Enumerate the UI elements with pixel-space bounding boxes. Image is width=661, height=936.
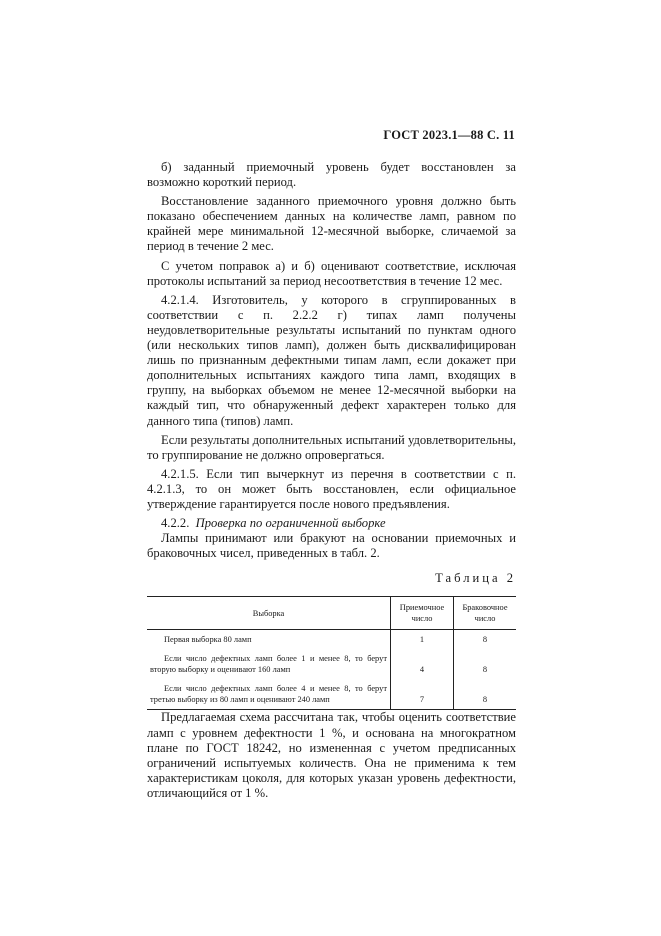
- paragraph: Восстановление заданного приемочного уровня должно быть показано обеспечением данных на количестве ламп, равном по крайней мере минимальной 12-месячной выборке, сличаемой за период в течение 2 мес.: [147, 194, 516, 254]
- table-row: [147, 630, 516, 650]
- column-header-reject: Браковочное число: [454, 597, 517, 630]
- paragraph: Предлагаемая схема рассчитана так, чтобы оценить соответствие ламп с уровнем дефектности 1 %, и основана на многократном плане по ГОСТ 18242, но измененная с учетом предписанных ограничений испытуемых количеств. Она не применима к тем характеристикам цоколя, для которых указан уровень дефектности, отличающийся от 1 %.: [147, 710, 516, 800]
- page-header: ГОСТ 2023.1—88 С. 11: [383, 128, 515, 142]
- table-row: [147, 649, 516, 679]
- column-header-accept: Приемочное число: [391, 597, 454, 630]
- section-title: Проверка по ограниченной выборке: [195, 516, 386, 531]
- table-header-row: [147, 597, 516, 630]
- cell-sample: Первая выборка 80 ламп: [164, 635, 252, 645]
- column-header-sample: Выборка: [147, 597, 391, 630]
- paragraph: С учетом поправок а) и б) оценивают соответствие, исключая протоколы испытаний за период несоответствия в течение 12 мес.: [147, 258, 516, 288]
- paragraph: Лампы принимают или бракуют на основании приемочных и браковочных чисел, приведенных в табл. 2.: [147, 531, 516, 561]
- acceptance-table: [147, 596, 516, 710]
- paragraph: б) заданный приемочный уровень будет восстановлен за возможно короткий период.: [147, 160, 516, 190]
- paragraph: 4.2.1.5. Если тип вычеркнут из перечня в соответствии с п. 4.2.1.3, то он может быть восстановлен, если официальное утверждение гарантируется после нового предъявления.: [147, 466, 516, 511]
- cell-sample: Если число дефектных ламп более 4 и менее 8, то берут третью выборку из 80 ламп и оценивают 240 ламп: [147, 679, 391, 710]
- cell-accept: 7: [391, 679, 454, 710]
- paragraph: 4.2.1.4. Изготовитель, у которого в сгруппированных в соответствии с п. 2.2.2 г) типах ламп получены неудовлетворительные результаты испытаний по пунктам одного (или нескольких типов ламп), должен быть дисквалифицирован лишь по признанным дефектными типам ламп, если докажет при дополнительных испытаниях каждого типа ламп, входящих в группу, на выборках объемом не менее 12-месячной выборки на каждый тип, что обнаруженный дефект характерен только для данного типа (типов) ламп.: [147, 292, 516, 428]
- cell-reject: 8: [454, 679, 517, 710]
- cell-accept: 1: [391, 630, 454, 650]
- section-number: 4.2.2.: [161, 516, 190, 531]
- table-caption: Таблица 2: [435, 571, 516, 586]
- cell-reject: 8: [454, 630, 517, 650]
- cell-sample: Если число дефектных ламп более 1 и менее 8, то берут вторую выборку и оценивают 160 ламп: [150, 654, 387, 675]
- table-row: [147, 679, 516, 710]
- paragraph: Если результаты дополнительных испытаний удовлетворительны, то группирование не должно опровергаться.: [147, 432, 516, 462]
- cell-accept: 4: [391, 649, 454, 679]
- cell-reject: 8: [454, 649, 517, 679]
- section-heading: [147, 516, 516, 531]
- document-body: [147, 160, 516, 805]
